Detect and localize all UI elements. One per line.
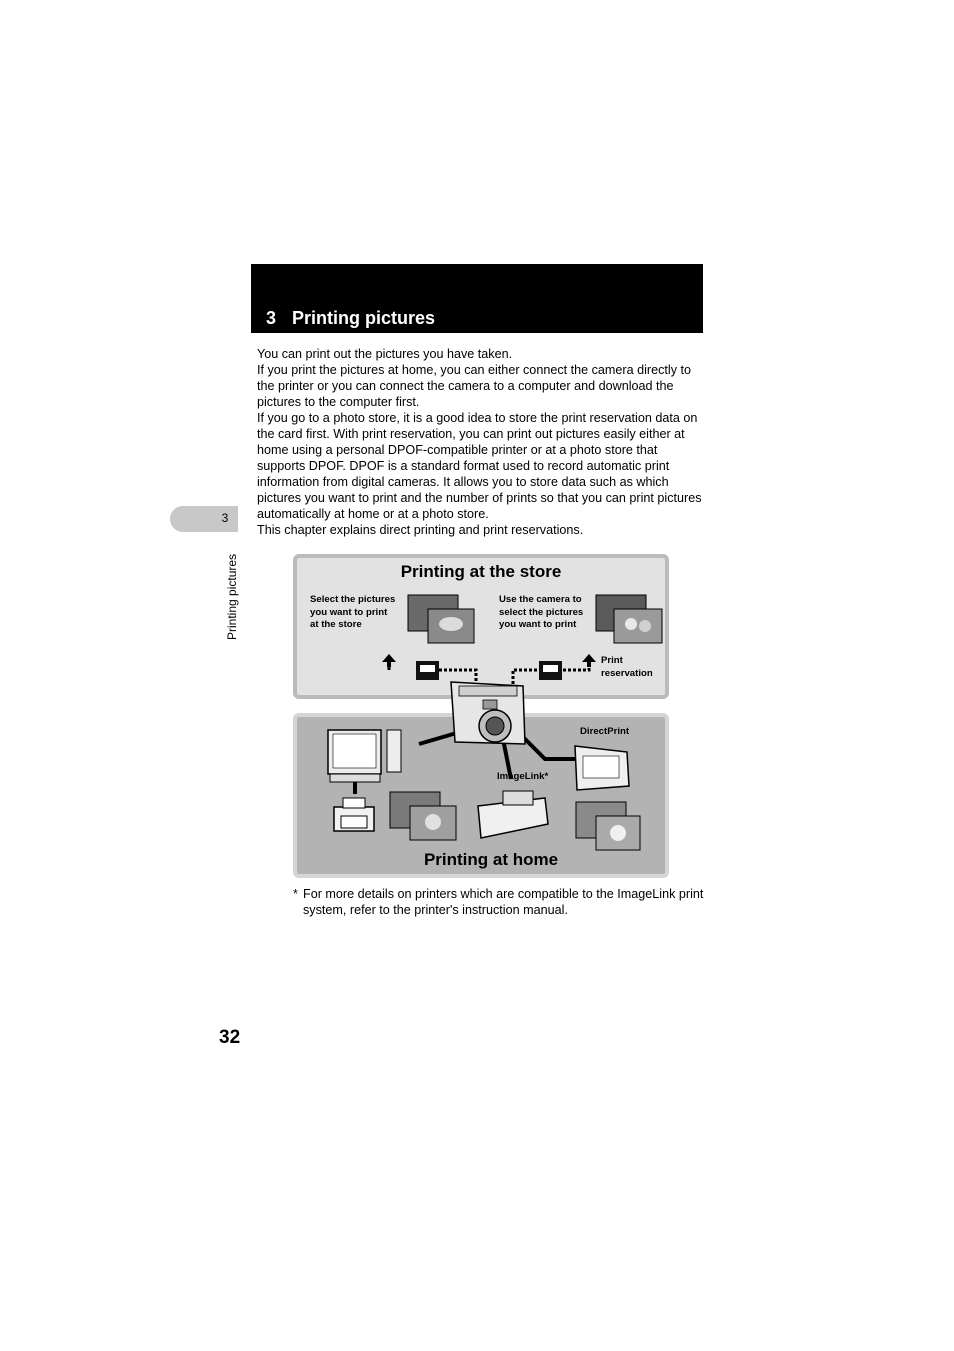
select-store-caption (310, 594, 410, 632)
caption-line: you want to print (310, 606, 388, 618)
memory-card-icon (416, 661, 439, 680)
footnote-text: For more details on printers which are compatible to the ImageLink print system, refer to the printer's instruction manual. (303, 887, 704, 917)
up-arrow-icon (382, 654, 396, 667)
computer-icon (328, 730, 401, 782)
photo-thumbnails-icon (576, 802, 640, 850)
photo-thumbnails-icon (596, 595, 662, 643)
chapter-title-text: Printing pictures (292, 308, 436, 328)
intro-text (257, 346, 709, 538)
photo-thumbnails-icon (408, 595, 474, 643)
caption-line: Print (601, 655, 623, 666)
footnote (293, 886, 713, 918)
home-printer-icon (334, 798, 374, 831)
side-tab-label: Printing pictures (225, 553, 239, 640)
intro-paragraph: If you go to a photo store, it is a good idea to store the print reservation data on the card first. With print reservation, you can print out pictures easily either at home using a personal DPOF-compatible printer or at a photo store that supports DPOF. DPOF is a standard format used to record automatic print information from digital cameras. It allows you to store data such as which pictures you want to print and the number of prints so that you can print pictures automatically at home or at a photo store. (257, 411, 702, 521)
photo-thumbnails-icon (390, 792, 456, 840)
up-arrow-icon (582, 654, 596, 667)
chapter-number: 3 (266, 308, 277, 328)
intro-paragraph: If you print the pictures at home, you can either connect the camera directly to the printer or you can connect the camera to a computer and download the pictures to the computer first. (257, 363, 692, 409)
caption-line: reservation (601, 667, 653, 679)
use-camera-caption (499, 594, 599, 632)
intro-paragraph: You can print out the pictures you have taken. (257, 347, 513, 361)
home-title: Printing at home (423, 850, 559, 869)
intro-paragraph: This chapter explains direct printing and print reservations. (257, 523, 584, 537)
caption-line: Use the camera to (499, 594, 582, 605)
memory-card-icon (539, 661, 562, 680)
digital-camera-icon (451, 682, 525, 744)
imagelink-printer-icon (478, 791, 548, 838)
directprint-printer-icon (575, 746, 629, 790)
side-tab-number: 3 (221, 511, 229, 525)
imagelink-label: ImageLink* (497, 771, 549, 782)
caption-line: Select the pictures (310, 594, 396, 605)
store-title: Printing at the store (400, 562, 562, 581)
footnote-star: * (293, 887, 298, 901)
directprint-label: DirectPrint (580, 726, 630, 737)
page-number: 32 (219, 1027, 241, 1048)
caption-line: select the pictures (499, 606, 584, 618)
print-reservation-caption (601, 655, 671, 680)
caption-line: you want to print (499, 619, 577, 630)
chapter-title (266, 308, 435, 329)
caption-line: at the store (310, 619, 362, 630)
